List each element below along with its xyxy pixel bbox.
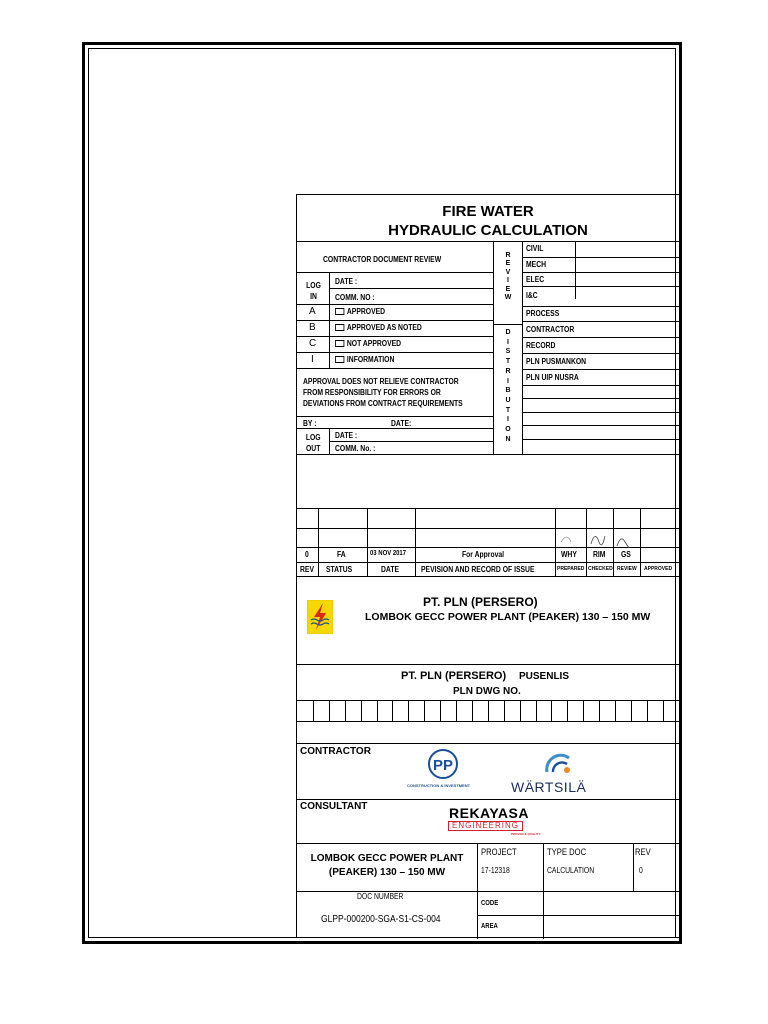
document-title [297,195,679,241]
area-label: AREA [481,923,498,930]
rekayasa-tagline: PROVEN & QUALITY [511,832,541,836]
svg-text:PP: PP [432,757,454,774]
footer-block [297,843,679,938]
rev-0-checked: RIM [593,550,606,559]
log-in-label: LOG IN [306,281,321,301]
code-i: I [311,354,314,365]
type-doc-value: CALCULATION [547,866,595,875]
project-value: 17-12318 [481,866,510,875]
dwg-cell-divider [599,700,600,721]
wartsila-logo-mark [543,752,573,774]
review-ic: I&C [526,291,538,300]
review-elec: ELEC [526,275,545,284]
dwg-cell-divider [313,700,314,721]
contractor-block [297,743,679,799]
rekayasa-engineering: ENGINEERING [448,821,523,831]
code-b: B [309,322,316,333]
pln-dwg-no-label: PLN DWG NO. [453,686,521,697]
owner-block [297,576,679,664]
approved-checkbox[interactable] [335,308,344,315]
dwg-cell-divider [345,700,346,721]
logout-comm-label: COMM. No. : [335,444,376,453]
dist-contractor: CONTRACTOR [526,325,575,334]
dist-pln-pusmankon: PLN PUSMANKON [526,357,587,366]
review-block [297,241,679,459]
wartsila-wordmark: WÄRTSILÄ [511,779,587,795]
review-vertical-label: R E V I E W [504,252,512,302]
contractor-label: CONTRACTOR [300,746,371,757]
doc-number-value: GLPP-000200-SGA-S1-CS-004 [321,914,441,925]
pln-logo [307,600,333,634]
pusenlis-company: PT. PLN (PERSERO) [401,670,507,682]
rev-0-review: GS [621,550,631,559]
disclaimer-line-2: FROM RESPONSIBILITY FOR ERRORS OR [303,388,441,397]
not-approved-checkbox[interactable] [335,340,344,347]
project-label: PROJECT [481,847,517,857]
dwg-cell-divider [631,700,632,721]
rekayasa-wordmark: REKAYASA [449,805,529,821]
not-approved-label: NOT APPROVED [346,339,402,348]
footer-project-name-2: (PEAKER) 130 – 150 MW [328,867,446,878]
status-header: STATUS [326,565,353,574]
disclaimer-line-3: DEVIATIONS FROM CONTRACT REQUIREMENTS [303,399,463,408]
pusenlis-block [297,664,679,743]
title-line-2: HYDRAULIC CALCULATION [388,222,588,239]
dwg-cell-divider [377,700,378,721]
approved-as-noted-label: APPROVED AS NOTED [346,323,422,332]
pp-subtitle: CONSTRUCTION & INVESTMENT [407,783,471,788]
login-comm-label: COMM. NO : [335,293,375,302]
rev-0-prepared: WHY [561,550,577,559]
code-c: C [309,338,317,349]
owner-company: PT. PLN (PERSERO) [423,595,538,609]
rev-value: 0 [639,866,643,875]
dwg-cell-divider [567,700,568,721]
consultant-label: CONSULTANT [300,801,368,812]
review-mech: MECH [526,260,547,269]
prepared-header: PREPARED [557,566,585,572]
dwg-cell-divider [456,700,457,721]
dwg-cell-divider [408,700,409,721]
not-approved-option[interactable] [335,340,401,348]
dwg-cell-divider [488,700,489,721]
dwg-cell-divider [679,700,680,721]
type-doc-label: TYPE DOC [547,847,587,857]
by-label: BY : [303,419,317,428]
approved-option[interactable] [335,308,385,316]
disclaimer-line-1: APPROVAL DOES NOT RELIEVE CONTRACTOR [303,377,459,386]
revision-table [297,508,679,576]
dist-record: RECORD [526,341,556,350]
review-civil: CIVIL [526,244,544,253]
review-heading: CONTRACTOR DOCUMENT REVIEW [323,255,442,264]
code-a: A [309,306,316,317]
distribution-vertical-label: D I S T R I B U T I O N [505,329,511,443]
dist-pln-uip-nusra: PLN UIP NUSRA [526,373,579,382]
review-header: REVIEW [617,566,637,572]
pp-logo [425,748,461,780]
dwg-cell-divider [615,700,616,721]
logout-date-label: DATE : [335,431,358,440]
information-checkbox[interactable] [335,356,344,363]
dwg-cell-divider [440,700,441,721]
dwg-cell-divider [329,700,330,721]
date-header: DATE [381,565,400,574]
dwg-cell-divider [472,700,473,721]
rev-header: REV [300,565,314,574]
rev-0-description: For Approval [462,550,505,559]
dwg-cell-divider [504,700,505,721]
approved-as-noted-option[interactable] [335,324,422,332]
dwg-cell-divider [361,700,362,721]
owner-project: LOMBOK GECC POWER PLANT (PEAKER) 130 – 150 MW [365,612,651,623]
pusenlis-division: PUSENLIS [519,671,570,682]
login-date-label: DATE : [335,277,358,286]
rev-label: REV [635,847,651,857]
approved-as-noted-checkbox[interactable] [335,324,344,331]
doc-number-label: DOC NUMBER [357,892,404,901]
checked-header: CHECKED [588,566,613,572]
dwg-cell-divider [536,700,537,721]
rev-0-date: 03 NOV 2017 [370,550,407,557]
approved-header: APPROVED [644,566,673,572]
rev-0-status: FA [337,550,346,559]
description-header: PEVISION AND RECORD OF ISSUE [421,565,535,574]
dwg-cell-divider [520,700,521,721]
dwg-cell-divider [551,700,552,721]
by-date-label: DATE: [391,419,412,428]
dwg-cell-divider [424,700,425,721]
title-line-1: FIRE WATER [442,203,534,220]
dwg-cell-divider [647,700,648,721]
dwg-cell-divider [663,700,664,721]
title-block [296,194,680,938]
code-label: CODE [481,900,499,907]
footer-project-name-1: LOMBOK GECC POWER PLANT [310,853,464,864]
dwg-cell-divider [392,700,393,721]
dwg-cell-divider [583,700,584,721]
information-label: INFORMATION [346,355,395,364]
signature-marks [559,530,639,550]
review-process: PROCESS [526,309,560,318]
rev-0-number: 0 [305,550,309,559]
information-option[interactable] [335,356,394,364]
log-out-label: LOG OUT [305,433,321,453]
approved-label: APPROVED [346,307,386,316]
